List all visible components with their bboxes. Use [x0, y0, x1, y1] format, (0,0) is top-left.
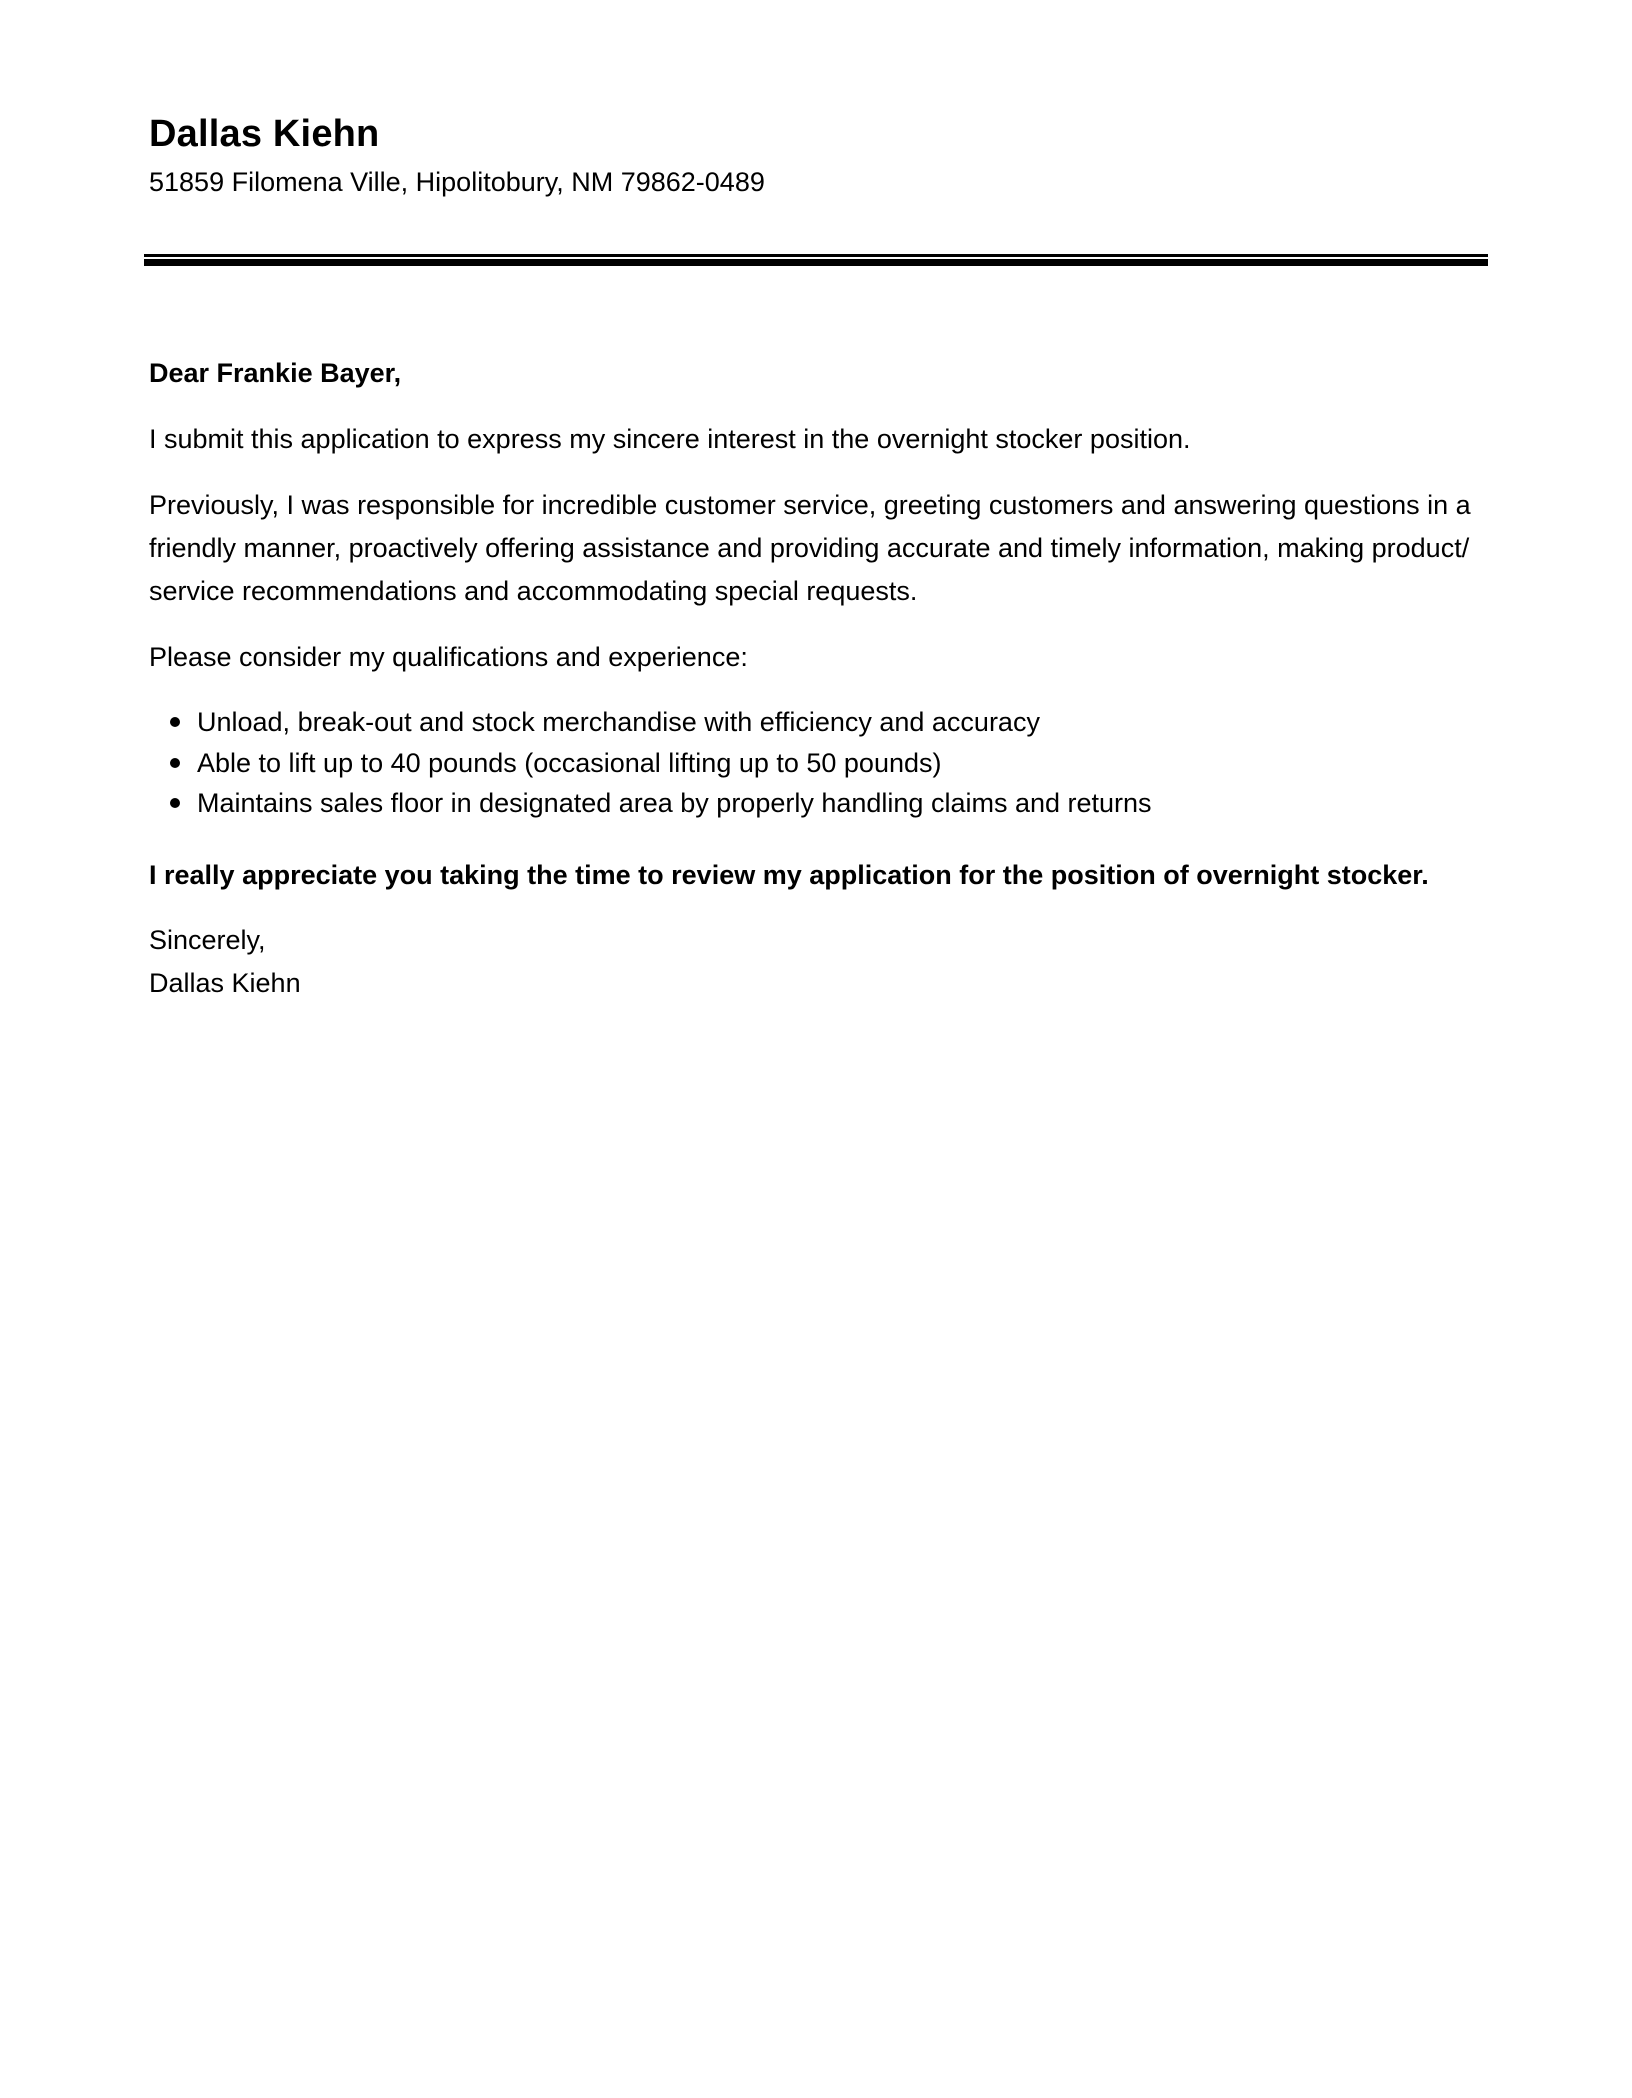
list-item [149, 783, 1489, 824]
qualifications-intro: Please consider my qualifications and experience: [149, 642, 748, 672]
list-item [149, 743, 1489, 784]
list-item [149, 702, 1489, 743]
salutation: Dear Frankie Bayer, [149, 358, 402, 388]
list-item-text: Unload, break-out and stock merchandise with efficiency and accuracy [197, 707, 1040, 737]
applicant-name: Dallas Kiehn [149, 113, 380, 155]
signature: Dallas Kiehn [149, 967, 301, 998]
header-divider-thick-line [144, 259, 1488, 266]
letter-header [149, 108, 1489, 204]
list-item-text: Able to lift up to 40 pounds (occasional lifting up to 50 pounds) [197, 747, 942, 778]
signoff: Sincerely, [149, 924, 266, 955]
bullet-icon [170, 717, 180, 727]
header-divider [144, 254, 1488, 266]
list-item-text: Maintains sales floor in designated area by properly handling claims and returns [197, 788, 1152, 818]
bullet-icon [170, 798, 180, 808]
closing-statement: I really appreciate you taking the time to review my application for the position of overnight stocker. [149, 859, 1429, 890]
header-divider-thin-line [144, 254, 1488, 257]
letter-body [149, 352, 1489, 1005]
bullet-icon [170, 758, 180, 768]
experience-paragraph: Previously, I was responsible for incredible customer service, greeting customers and answering questions in a friendly manner, proactively offering assistance and providing accurate and timely information, making product/ service recommendations and accommodating special requests. [149, 490, 1471, 606]
applicant-address: 51859 Filomena Ville, Hipolitobury, NM 79862-0489 [149, 167, 765, 197]
intro-paragraph: I submit this application to express my sincere interest in the overnight stocker position. [149, 424, 1191, 454]
qualifications-list [149, 702, 1489, 824]
